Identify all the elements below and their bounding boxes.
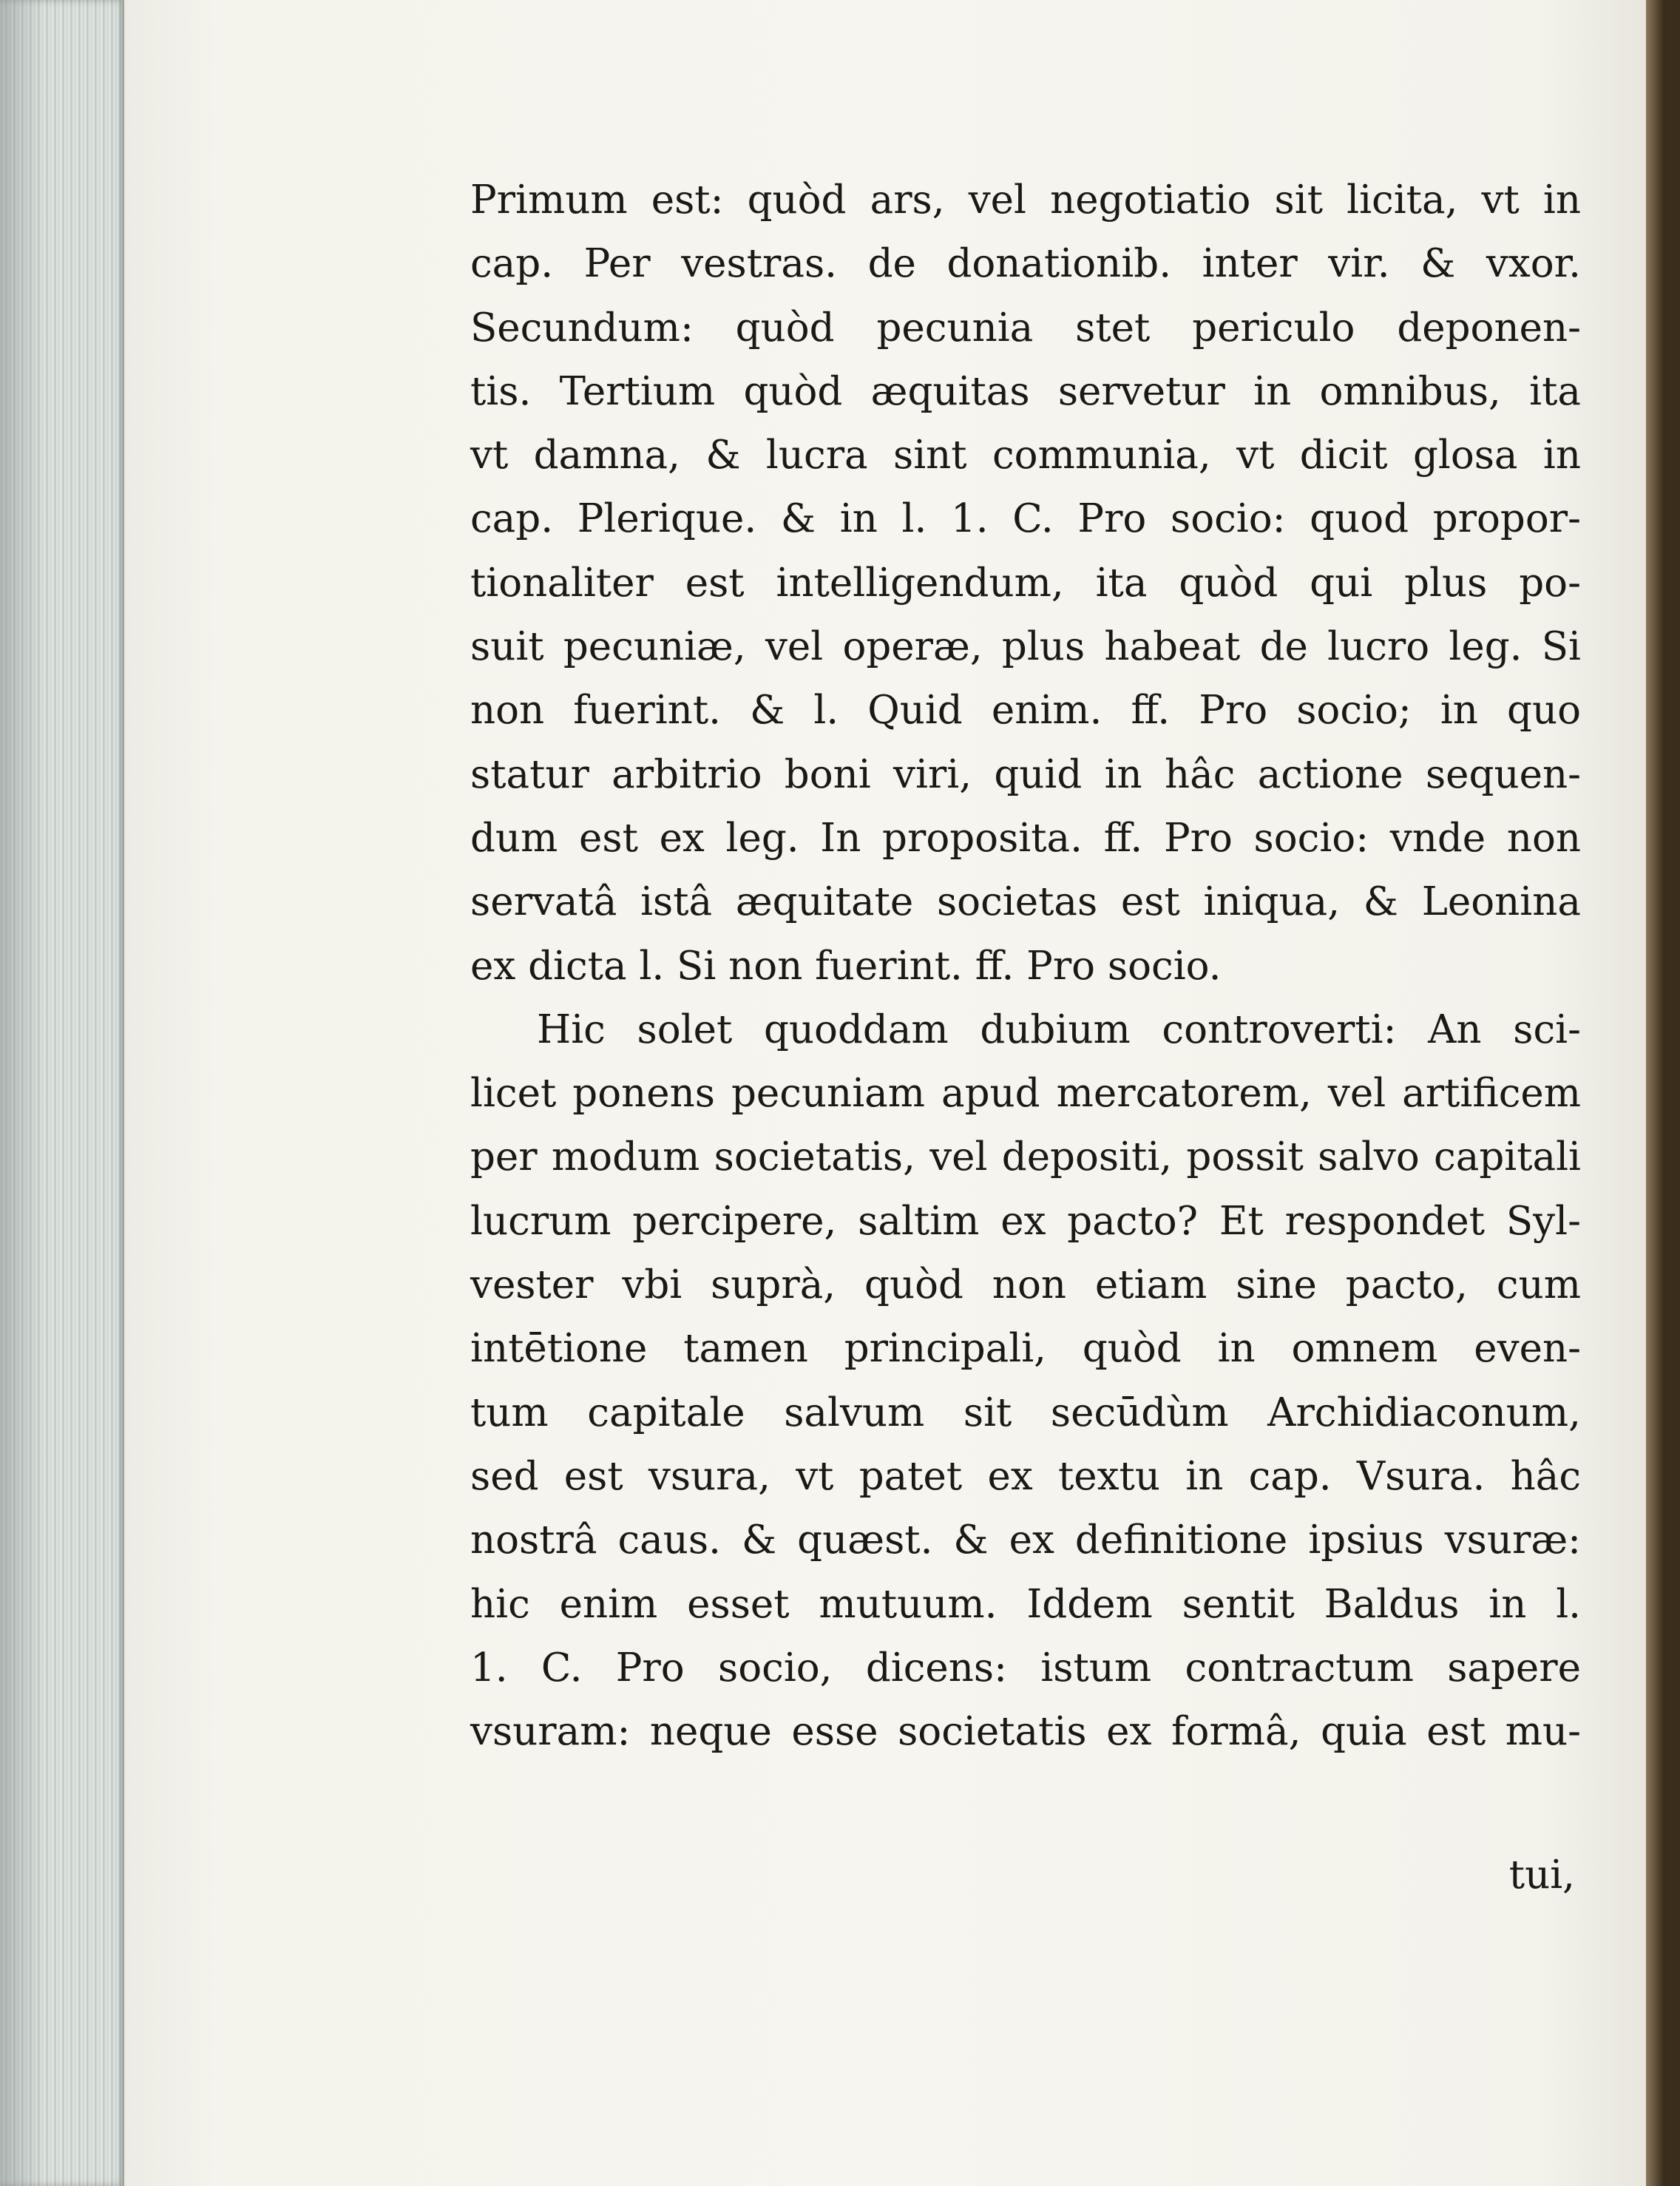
body-text xyxy=(470,169,1581,1764)
text-line: suit pecuniæ, vel operæ, plus habeat de lucro leg. Si xyxy=(470,624,1581,670)
text-line: ex dicta l. Si non fuerint. ff. Pro socio. xyxy=(470,943,1222,989)
text-line: Hic solet quoddam dubium controverti: An sci- xyxy=(537,1006,1581,1052)
text-line: servatâ istâ æquitate societas est iniqua, & Leonina xyxy=(470,879,1581,925)
text-line: statur arbitrio boni viri, quid in hâc actione sequen- xyxy=(470,751,1581,797)
text-line: Primum est: quòd ars, vel negotiatio sit licita, vt in xyxy=(470,177,1581,223)
text-line: tis. Tertium quòd æquitas servetur in omnibus, ita xyxy=(470,368,1581,414)
text-line: intētione tamen principali, quòd in omnem even- xyxy=(470,1326,1581,1372)
text-line: non fuerint. & l. Quid enim. ff. Pro socio; in quo xyxy=(470,688,1581,734)
text-line: vester vbi suprà, quòd non etiam sine pacto, cum xyxy=(470,1262,1581,1308)
text-line: cap. Per vestras. de donationib. inter vir. & vxor. xyxy=(470,241,1581,287)
text-line: vsuram: neque esse societatis ex formâ, quia est mu- xyxy=(470,1709,1581,1755)
text-line: cap. Plerique. & in l. 1. C. Pro socio: quod propor- xyxy=(470,496,1581,542)
text-line: sed est vsura, vt patet ex textu in cap. Vsura. hâc xyxy=(470,1453,1581,1499)
text-line: tum capitale salvum sit secūdùm Archidiaconum, xyxy=(470,1390,1581,1435)
binding-edge xyxy=(1646,0,1664,2186)
show-through-ghost xyxy=(348,111,495,155)
text-line: dum est ex leg. In proposita. ff. Pro socio: vnde non xyxy=(470,815,1581,861)
text-line: Secundum: quòd pecunia stet periculo deponen- xyxy=(470,305,1581,351)
text-line: vt damna, & lucra sint communia, vt dicit glosa in xyxy=(470,433,1581,478)
text-line: hic enim esset mutuum. Iddem sentit Baldus in l. xyxy=(470,1581,1581,1627)
text-line: nostrâ caus. & quæst. & ex definitione ipsius vsuræ: xyxy=(470,1517,1581,1563)
text-line: per modum societatis, vel depositi, possit salvo capitali xyxy=(470,1134,1581,1180)
text-line: 1. C. Pro socio, dicens: istum contractum sapere xyxy=(470,1645,1581,1691)
text-line: tionaliter est intelligendum, ita quòd qui plus po- xyxy=(470,560,1581,606)
text-line: lucrum percipere, saltim ex pacto? Et respondet Syl- xyxy=(470,1198,1581,1244)
stacked-page-edges xyxy=(0,0,129,2186)
catchword: tui, xyxy=(1508,1852,1575,1898)
text-line: licet ponens pecuniam apud mercatorem, vel artificem xyxy=(470,1071,1581,1117)
